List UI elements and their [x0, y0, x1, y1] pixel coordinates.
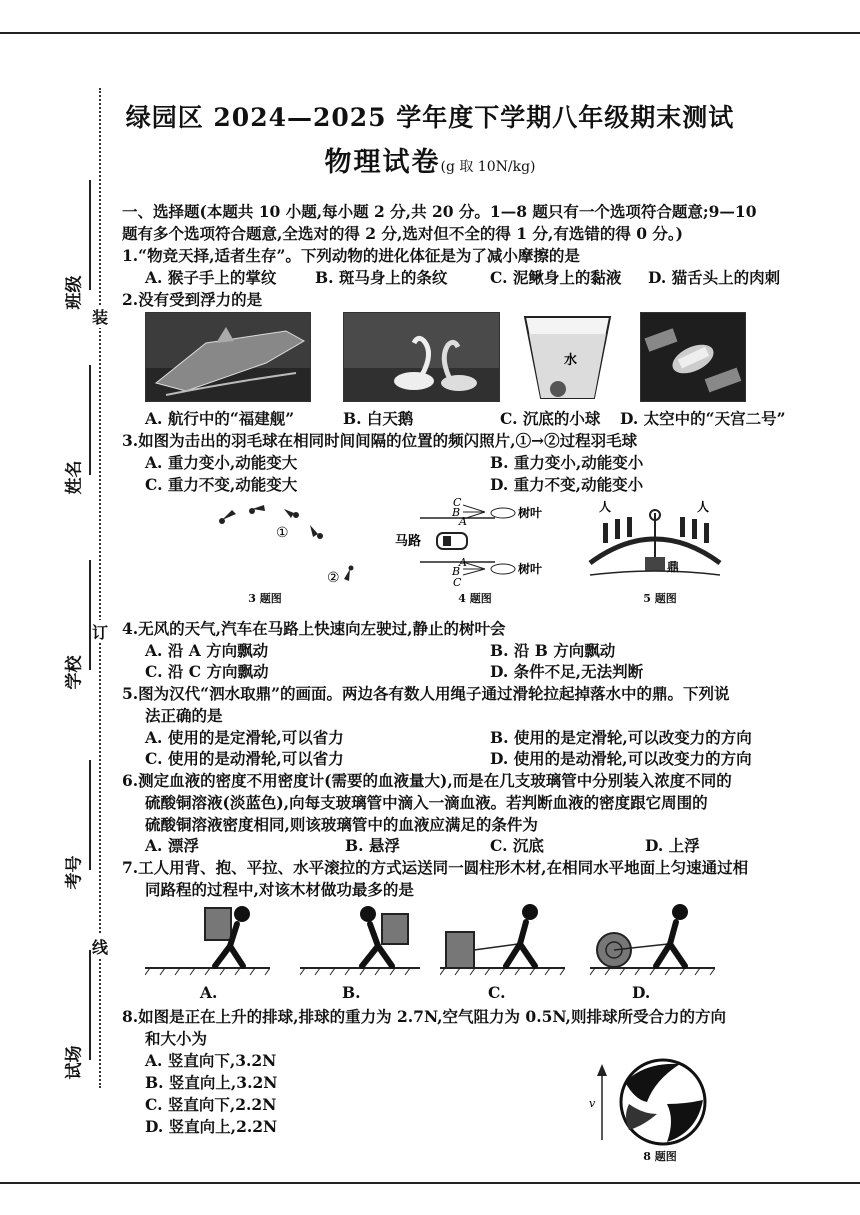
- q2-stem: 2.没有受到浮力的是: [122, 290, 263, 309]
- q8-option-a: A. 竖直向下,3.2N: [145, 1051, 277, 1070]
- binding-mark-xian: 线: [91, 935, 109, 958]
- q1-stem: 1.“物竞天择,适者生存”。下列动物的进化体征是为了减小摩擦的是: [122, 246, 580, 265]
- q3-option-b: B. 重力变小,动能变小: [490, 453, 644, 472]
- field-exam-room-underline: [89, 950, 91, 1060]
- q1-option-b: B. 斑马身上的条纹: [315, 268, 448, 287]
- figure-3-mark-1: ①: [276, 525, 289, 541]
- q1-option-c: C. 泥鳅身上的黏液: [490, 268, 622, 287]
- q7-figure-b-hold-in-arms: [300, 900, 420, 978]
- figure-4-top-leaf: 树叶: [518, 506, 543, 520]
- q5-stem-line1: 5.图为汉代“泗水取鼎”的画面。两边各有数人用绳子通过滑轮拉起掉落水中的鼎。下列说: [122, 684, 730, 703]
- q2-photo-space-station: [640, 312, 746, 402]
- q2-option-b: B. 白天鹅: [343, 409, 414, 428]
- q7-option-c: C.: [488, 983, 506, 1002]
- q5-option-d: D. 使用的是动滑轮,可以改变力的方向: [490, 749, 752, 768]
- q3-stem: 3.如图为击出的羽毛球在相同时间间隔的位置的频闪照片,①→②过程羽毛球: [122, 431, 638, 450]
- field-school-underline: [89, 560, 91, 670]
- q7-figure-c-pull-flat: [440, 900, 565, 978]
- q2-photo-swans: [343, 312, 500, 402]
- q7-option-b: B.: [342, 983, 361, 1002]
- binding-mark-ding: 订: [91, 620, 109, 643]
- q6-option-b: B. 悬浮: [345, 836, 400, 855]
- figure-4-top-b: B: [452, 506, 461, 519]
- q4-stem: 4.无风的天气,汽车在马路上快速向左驶过,静止的树叶会: [122, 619, 506, 638]
- paper-subtitle-note: (g 取 10N/kg): [440, 159, 536, 175]
- figure-4-bottom-leaf: 树叶: [518, 562, 543, 576]
- q3-option-c: C. 重力不变,动能变大: [145, 475, 298, 494]
- section-heading-line1: 一、选择题(本题共 10 小题,每小题 2 分,共 20 分。1—8 题只有一个选项符合题意;9—10: [122, 202, 757, 221]
- q8-option-d: D. 竖直向上,2.2N: [145, 1117, 278, 1136]
- q7-figure-d-roll-horizontally: [590, 900, 715, 978]
- figure-8-velocity-label: v: [589, 1097, 596, 1110]
- q7-option-d: D.: [632, 983, 651, 1002]
- q2-figure-sunken-ball: [520, 312, 615, 402]
- page-title: 绿园区 2024—2025 学年度下学期八年级期末测试: [125, 103, 735, 132]
- paper-subtitle-text: 物理试卷: [324, 147, 441, 178]
- figure-5-caption: 5 题图: [643, 592, 677, 605]
- q8-stem-line2: 和大小为: [145, 1029, 208, 1048]
- q6-stem-line3: 硫酸铜溶液密度相同,则该玻璃管中的血液应满足的条件为: [145, 815, 538, 834]
- bottom-border: [0, 1182, 860, 1184]
- figure-4-bottom-b: B: [452, 565, 461, 578]
- q7-stem-line2: 同路程的过程中,对该木材做功最多的是: [145, 880, 414, 899]
- q7-option-a: A.: [200, 983, 218, 1002]
- figure-8-volleyball: [585, 1052, 715, 1147]
- figure-4-bottom-a: A: [459, 556, 467, 569]
- field-exam-number-label: 考号: [64, 855, 85, 890]
- q6-option-c: C. 沉底: [490, 836, 544, 855]
- q4-option-b: B. 沿 B 方向飘动: [490, 641, 616, 660]
- figure-4-road-label: 马路: [395, 534, 422, 549]
- q7-figure-a-carry-on-back: [145, 900, 270, 978]
- q4-option-d: D. 条件不足,无法判断: [490, 662, 644, 681]
- q4-option-a: A. 沿 A 方向飘动: [145, 641, 269, 660]
- figure-3-mark-2: ②: [327, 570, 340, 586]
- q2-water-label: 水: [564, 353, 578, 368]
- field-exam-number-underline: [89, 760, 91, 870]
- field-name-underline: [89, 365, 91, 475]
- q8-option-b: B. 竖直向上,3.2N: [145, 1073, 278, 1092]
- figure-5-person-left: 人: [599, 500, 612, 514]
- figure-4-top-c: C: [453, 496, 462, 509]
- q3-option-a: A. 重力变小,动能变大: [145, 453, 298, 472]
- figure-3-shuttlecock-flashes: [210, 495, 360, 600]
- q2-photo-carrier: [145, 312, 311, 402]
- q8-option-c: C. 竖直向下,2.2N: [145, 1095, 277, 1114]
- binding-mark-zhuang: 装: [91, 305, 109, 328]
- figure-3-caption: 3 题图: [248, 592, 282, 605]
- q2-option-c: C. 沉底的小球: [500, 409, 601, 428]
- field-class-underline: [89, 180, 91, 290]
- paper-subtitle: [0, 140, 860, 179]
- figure-5-lifting-ding: [585, 493, 725, 591]
- figure-5-ding-label: 鼎: [667, 560, 680, 574]
- q4-option-c: C. 沿 C 方向飘动: [145, 662, 269, 681]
- field-school-label: 学校: [64, 655, 85, 690]
- q6-stem-line1: 6.测定血液的密度不用密度计(需要的血液量大),而是在几支玻璃管中分别装入浓度不同的: [122, 771, 732, 790]
- field-exam-room-label: 试场: [64, 1045, 85, 1080]
- q5-stem-line2: 法正确的是: [145, 706, 223, 725]
- q8-stem-line1: 8.如图是正在上升的排球,排球的重力为 2.7N,空气阻力为 0.5N,则排球所受合力的方向: [122, 1007, 726, 1026]
- q3-option-d: D. 重力不变,动能变小: [490, 475, 644, 494]
- q5-option-c: C. 使用的是动滑轮,可以省力: [145, 749, 344, 768]
- field-name-label: 姓名: [64, 460, 85, 495]
- q1-option-d: D. 猫舌头上的肉刺: [648, 268, 781, 287]
- q6-stem-line2: 硫酸铜溶液(淡蓝色),向每支玻璃管中滴入一滴血液。若判断血液的密度跟它周围的: [145, 793, 708, 812]
- q6-option-d: D. 上浮: [645, 836, 700, 855]
- figure-4-top-a: A: [459, 515, 467, 528]
- section-heading-line2: 题有多个选项符合题意,全选对的得 2 分,选对但不全的得 1 分,有选错的得 0 分。): [122, 224, 684, 243]
- top-border: [0, 32, 860, 34]
- figure-5-person-right: 人: [697, 500, 710, 514]
- q7-stem-line1: 7.工人用背、抱、平拉、水平滚拉的方式运送同一圆柱形木材,在相同水平地面上匀速通过相: [122, 858, 749, 877]
- figure-4-bottom-c: C: [453, 576, 462, 589]
- q2-option-d: D. 太空中的“天宫二号”: [620, 409, 786, 428]
- q1-option-a: A. 猴子手上的掌纹: [145, 268, 277, 287]
- field-class-label: 班级: [64, 275, 85, 310]
- q5-option-a: A. 使用的是定滑轮,可以省力: [145, 728, 344, 747]
- q2-option-a: A. 航行中的“福建舰”: [145, 409, 295, 428]
- q6-option-a: A. 漂浮: [145, 836, 199, 855]
- q5-option-b: B. 使用的是定滑轮,可以改变力的方向: [490, 728, 752, 747]
- figure-4-road-leaves: [395, 495, 560, 590]
- figure-8-caption: 8 题图: [643, 1150, 677, 1163]
- figure-4-caption: 4 题图: [458, 592, 492, 605]
